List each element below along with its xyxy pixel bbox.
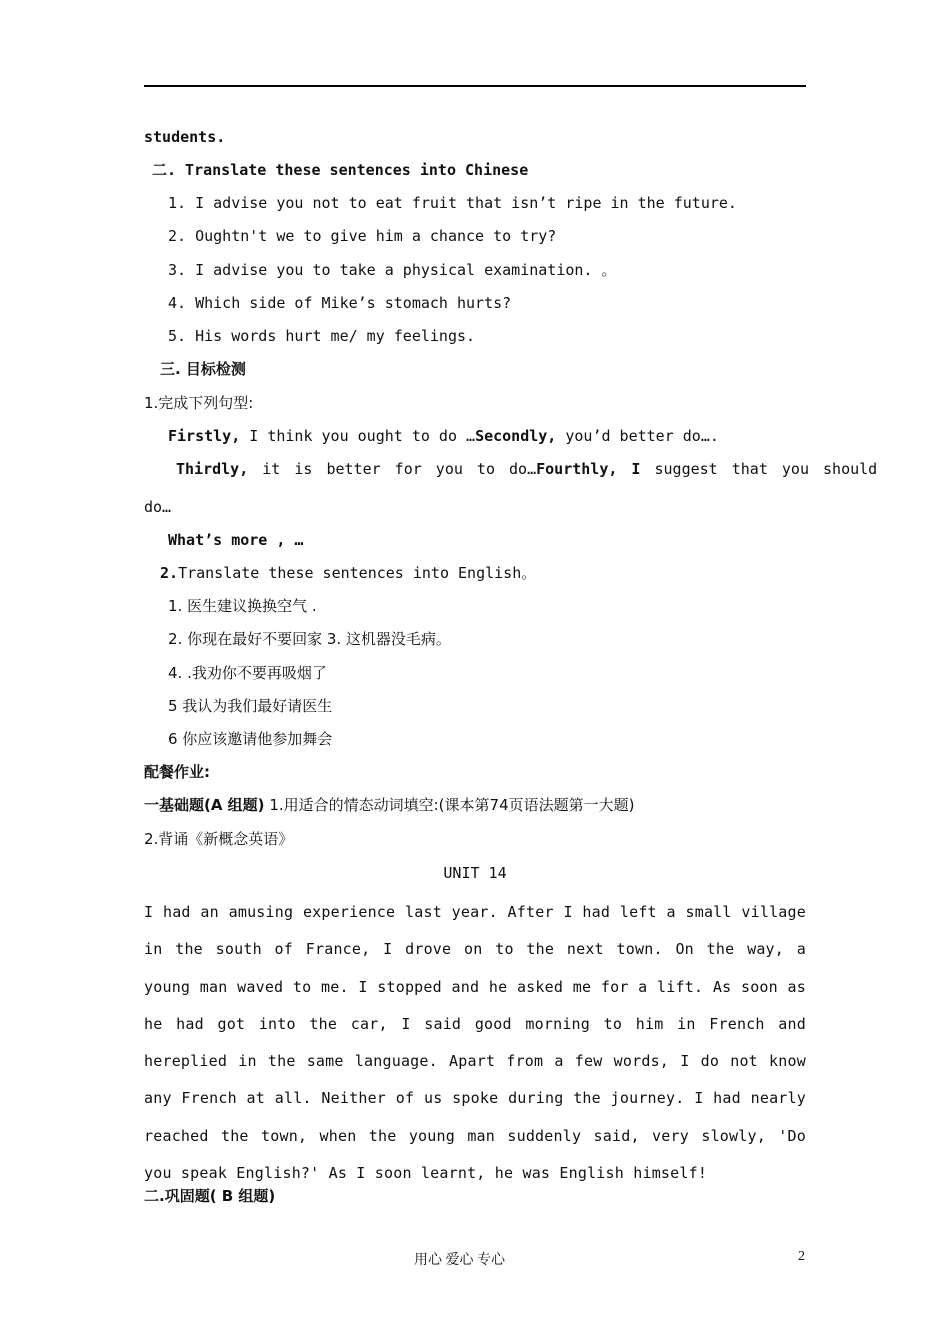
continued-text: students. bbox=[144, 128, 226, 146]
question-1: 1.完成下列句型: bbox=[144, 394, 254, 412]
pattern-line-2 bbox=[176, 459, 877, 479]
homework-2: 2.背诵《新概念英语》 bbox=[144, 830, 294, 848]
pattern-fourthly: Fourthly, I bbox=[536, 460, 641, 478]
pattern-secondly: Secondly, bbox=[475, 427, 557, 445]
sentence-4: 4. Which side of Mike’s stomach hurts? bbox=[168, 294, 512, 312]
translate-4: 4. .我劝你不要再吸烟了 bbox=[168, 664, 327, 682]
homework-title: 配餐作业: bbox=[144, 763, 210, 781]
sentence-3: 3. I advise you to take a physical examination. 。 bbox=[168, 261, 617, 279]
homework-a-text: 1.用适合的情态动词填空:(课本第74页语法题第一大题) bbox=[264, 796, 635, 814]
pattern-thirdly: Thirdly, bbox=[176, 460, 249, 478]
pattern-text: suggest that you should bbox=[640, 460, 878, 478]
pattern-text: I think you ought to do … bbox=[240, 427, 476, 445]
homework-a-label: 一基础题(A 组题) bbox=[144, 796, 265, 814]
section-2-title: 二. Translate these sentences into Chinese bbox=[152, 161, 529, 179]
section-3-title: 三. 目标检测 bbox=[160, 360, 246, 378]
pattern-firstly: Firstly, bbox=[168, 427, 241, 445]
passage: I had an amusing experience last year. After I had left a small village in the south of France, I drove on to the next town. On the way, a young man waved to me. I stopped and he asked me for a lift. As soon as he had got into the car, I said good morning to him in French and hereplied in the same language. Apart from a few words, I do not know any French at all. Neither of us spoke during the journey. I had nearly reached the town, when the young man suddenly said, very slowly, 'Do you speak English?' As I soon learnt, he was English himself! bbox=[144, 903, 806, 1183]
translate-2-3: 2. 你现在最好不要回家 3. 这机器没毛病。 bbox=[168, 630, 451, 648]
header-rule bbox=[144, 85, 806, 87]
homework-b-title: 二.巩固题( B 组题) bbox=[144, 1187, 276, 1205]
question-2-number: 2. bbox=[160, 564, 179, 582]
sentence-5: 5. His words hurt me/ my feelings. bbox=[168, 327, 476, 345]
page-number: 2 bbox=[798, 1249, 805, 1264]
footer-motto: 用心 爱心 专心 bbox=[414, 1253, 505, 1268]
sentence-2: 2. Oughtn't we to give him a chance to try? bbox=[168, 227, 557, 245]
pattern-text: you’d better do…. bbox=[556, 427, 719, 445]
question-2-text: Translate these sentences into English。 bbox=[178, 564, 537, 582]
pattern-line-3: What’s more , … bbox=[168, 531, 304, 549]
pattern-text: it is better for you to do… bbox=[248, 460, 537, 478]
question-2 bbox=[160, 563, 536, 583]
sentence-1: 1. I advise you not to eat fruit that isn’t ripe in the future. bbox=[168, 194, 737, 212]
pattern-line-1 bbox=[168, 426, 719, 446]
translate-1: 1. 医生建议换换空气 . bbox=[168, 597, 317, 615]
pattern-line-2-cont: do… bbox=[144, 498, 172, 516]
homework-a bbox=[144, 795, 634, 815]
translate-6: 6 你应该邀请他参加舞会 bbox=[168, 730, 333, 748]
translate-5: 5 我认为我们最好请医生 bbox=[168, 697, 333, 715]
unit-title: UNIT 14 bbox=[443, 864, 507, 882]
